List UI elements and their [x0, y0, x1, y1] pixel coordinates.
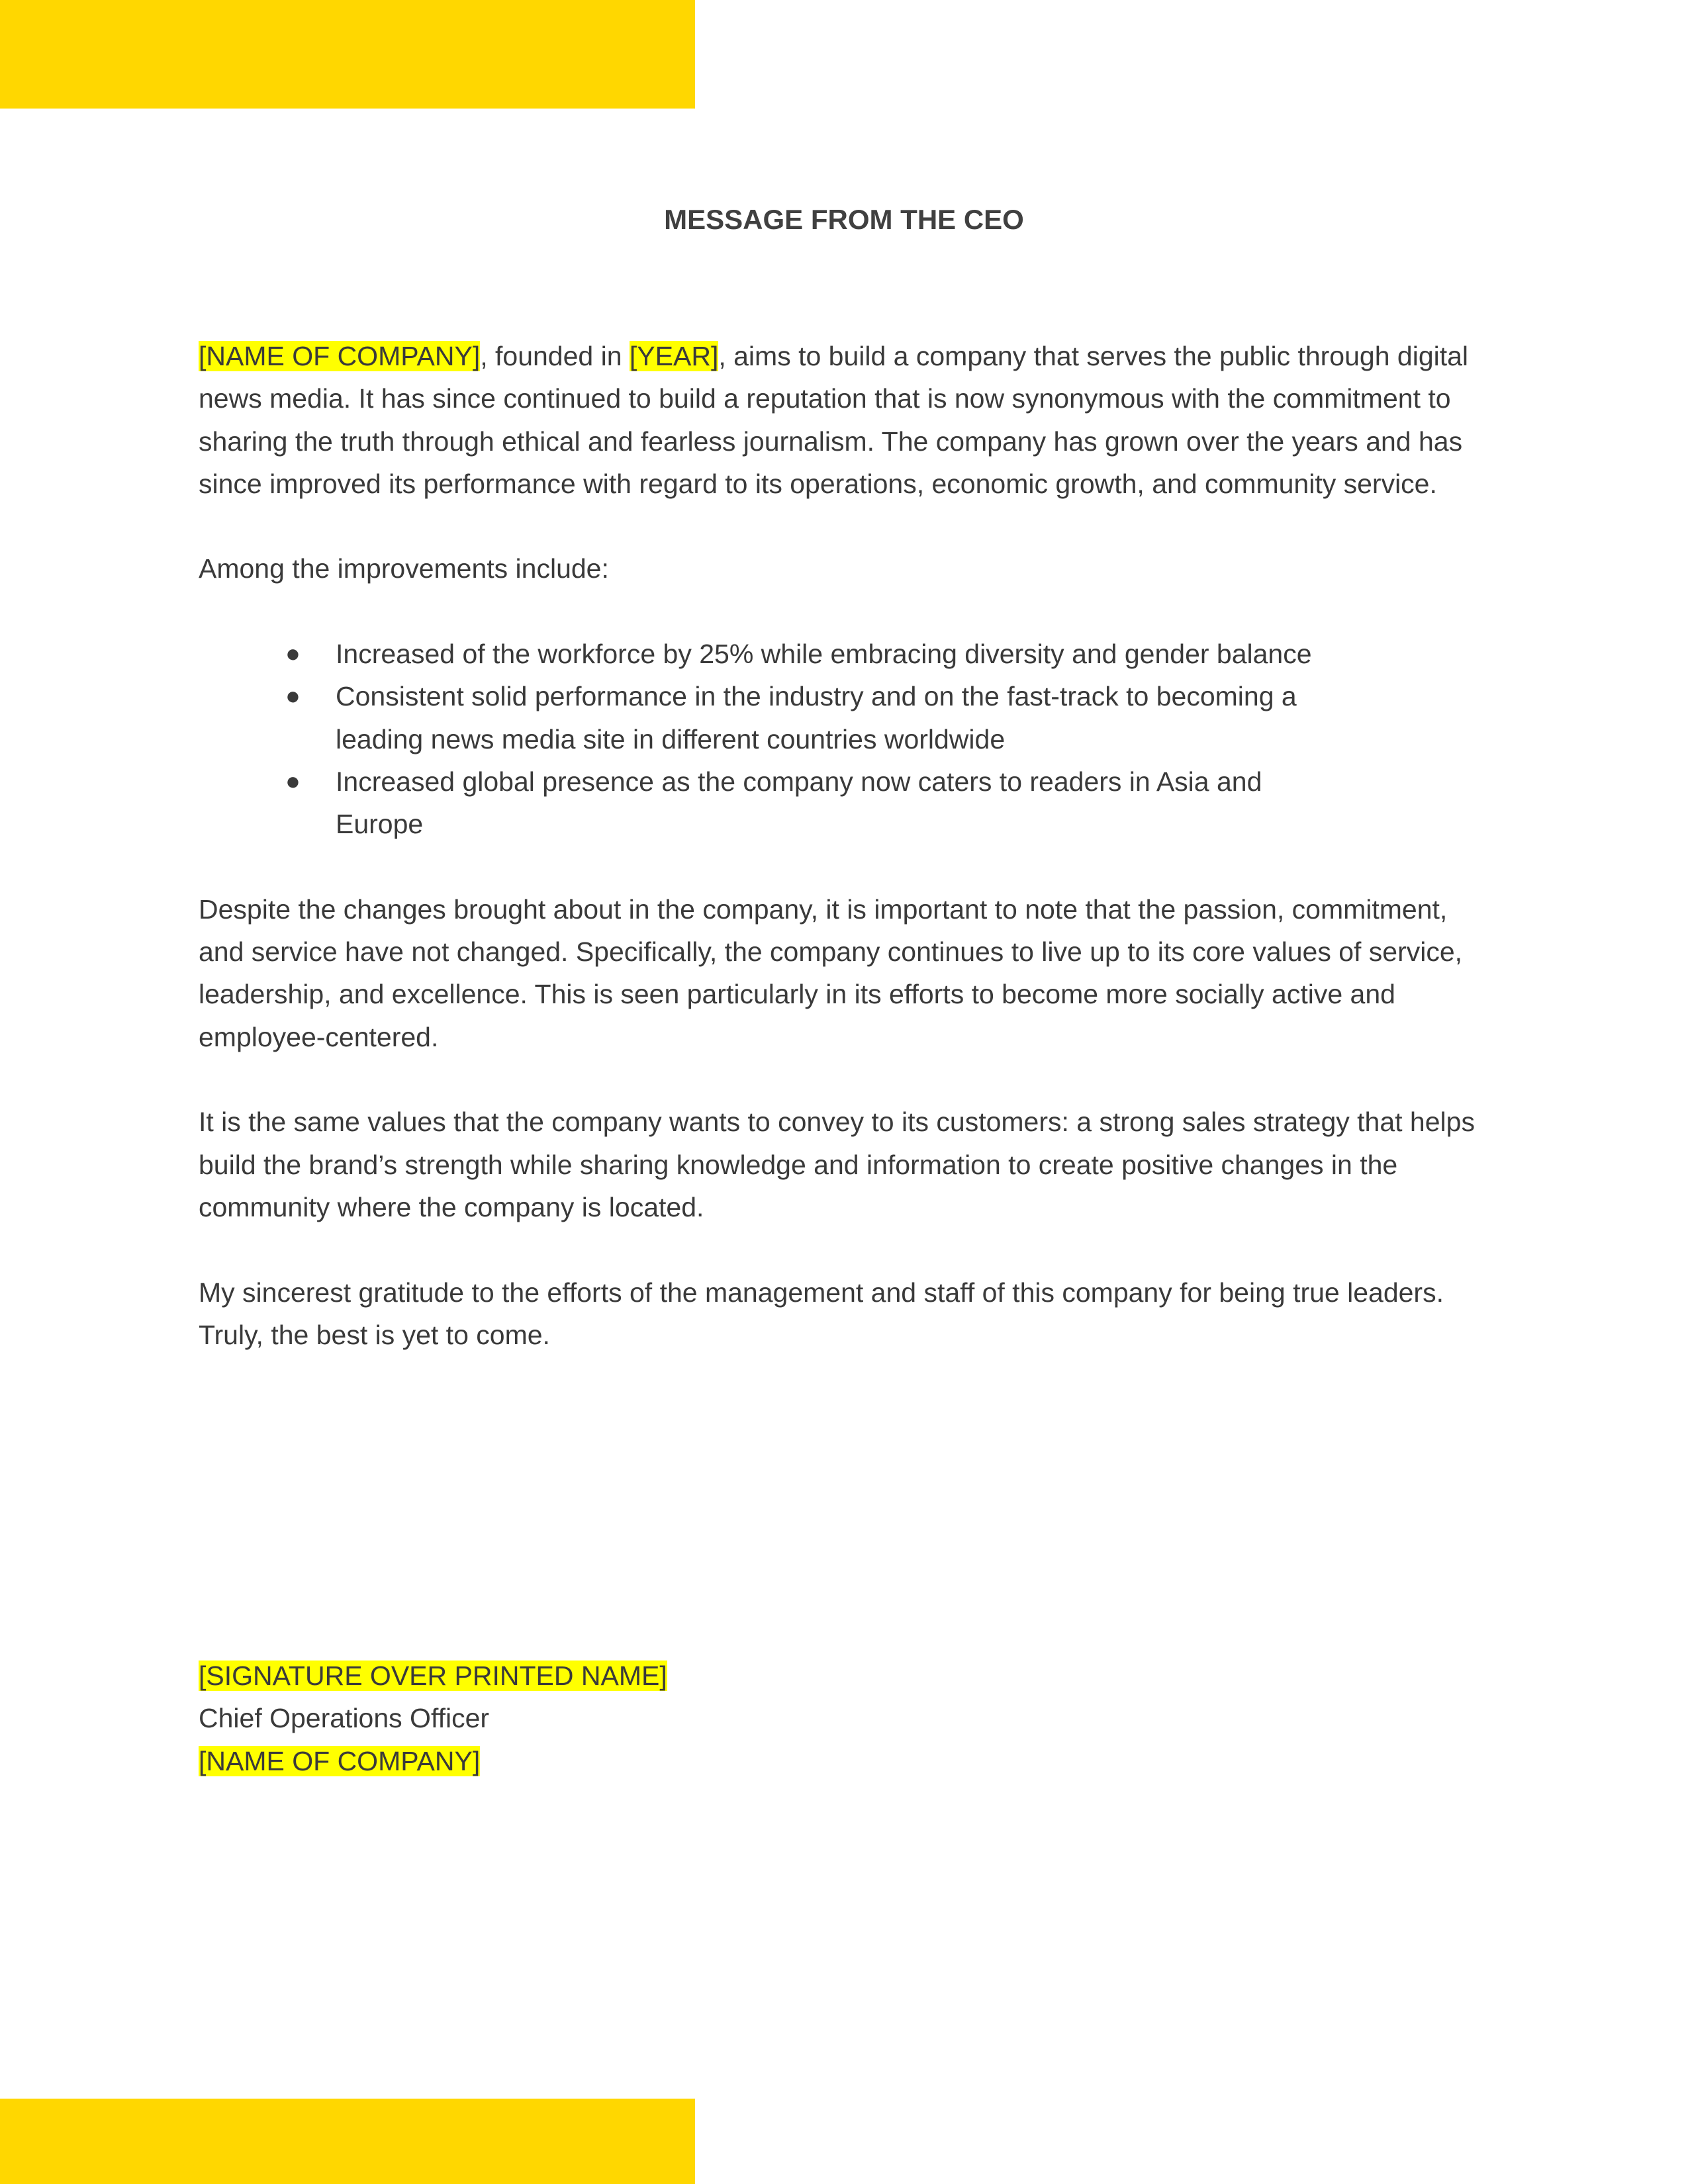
list-item-text: Increased of the workforce by 25% while embracing diversity and gender balance	[336, 639, 1312, 670]
intro-paragraph	[199, 335, 1496, 505]
improvements-intro: Among the improvements include:	[199, 553, 609, 584]
letter-body	[199, 335, 1496, 1356]
year-placeholder: [YEAR]	[629, 341, 719, 371]
list-item-text: Consistent solid performance in the industry and on the fast-track to becoming a leading news media site in different countries worldwide	[336, 681, 1297, 754]
company-name-placeholder: [NAME OF COMPANY]	[199, 341, 481, 371]
signature-block	[199, 1655, 667, 1782]
bullet-icon: ●	[285, 767, 301, 796]
top-accent-bar	[0, 0, 695, 109]
list-item	[199, 760, 1342, 846]
customers-paragraph: It is the same values that the company wants to convey to its customers: a strong sales strategy that helps build the brand’s strength while sharing knowledge and information to create positive changes in the community where the company is located.	[199, 1107, 1475, 1222]
gratitude-paragraph: My sincerest gratitude to the efforts of the management and staff of this company for being true leaders. Truly, the best is yet to come.	[199, 1277, 1444, 1350]
intro-text-part-1: , founded in	[480, 341, 630, 371]
bottom-accent-bar	[0, 2099, 695, 2184]
page-title: MESSAGE FROM THE CEO	[664, 204, 1024, 235]
list-item	[199, 633, 1342, 675]
bullet-icon: ●	[285, 640, 301, 668]
improvements-list	[199, 633, 1496, 845]
intro-text-part-2: , aims to build a company that serves the public through digital news media. It has since continued to build a reputation that is now synonymous with the commitment to sharing the truth through ethical and fearless journalism. The company has grown over the years and has since improved its performance with regard to its operations, economic growth, and community service.	[199, 341, 1469, 499]
list-item	[199, 675, 1342, 760]
signature-placeholder: [SIGNATURE OVER PRINTED NAME]	[199, 1661, 667, 1691]
bullet-icon: ●	[285, 682, 301, 711]
list-item-text: Increased global presence as the company now caters to readers in Asia and Europe	[336, 766, 1262, 840]
signature-company-placeholder: [NAME OF COMPANY]	[199, 1745, 481, 1776]
signatory-position: Chief Operations Officer	[199, 1703, 490, 1734]
values-paragraph: Despite the changes brought about in the company, it is important to note that the passion, commitment, and service have not changed. Specifically, the company continues to live up to its core values of service, leadership, and excellence. This is seen particularly in its efforts to become more socially active and employee-centered.	[199, 893, 1463, 1052]
